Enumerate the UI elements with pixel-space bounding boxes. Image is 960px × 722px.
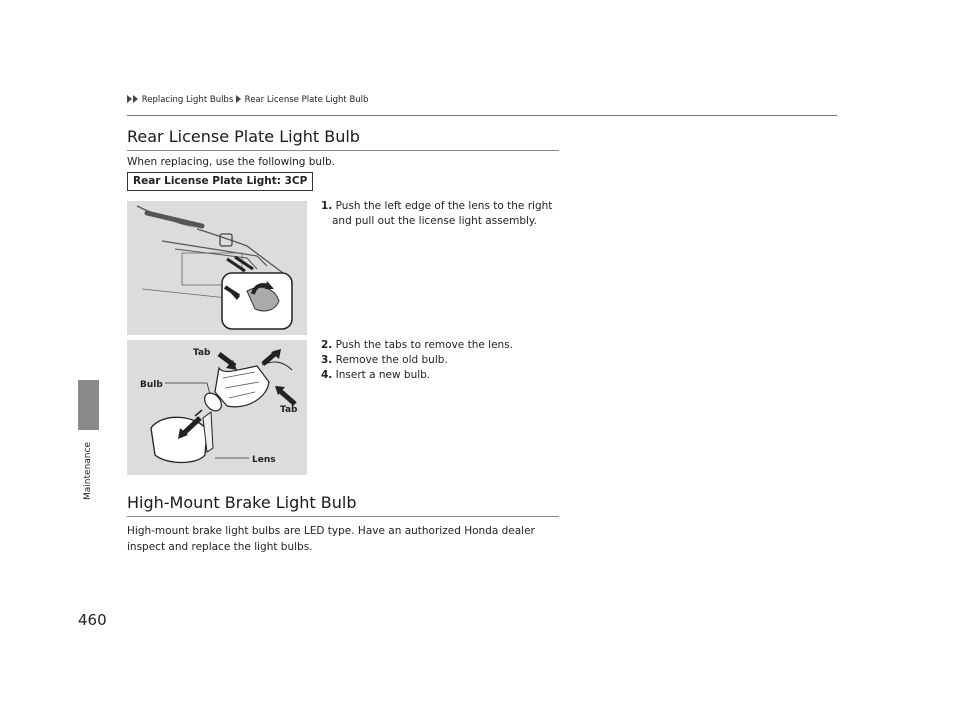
section-title: High-Mount Brake Light Bulb (127, 493, 357, 512)
step-3 (321, 353, 513, 368)
steps-2-4 (321, 338, 513, 383)
step-number: 3. (321, 354, 333, 366)
header-rule (127, 115, 837, 116)
breadcrumb (127, 95, 368, 105)
step-text: Insert a new bulb. (335, 369, 431, 381)
step-1 (321, 199, 561, 229)
breadcrumb-item[interactable]: Replacing Light Bulbs (141, 95, 234, 105)
breadcrumb-item[interactable]: Rear License Plate Light Bulb (244, 95, 369, 105)
step-number: 2. (321, 339, 333, 351)
step-text: Push the tabs to remove the lens. (335, 339, 513, 351)
bulb-spec-box: Rear License Plate Light: 3CP (127, 172, 313, 191)
step-2 (321, 338, 513, 353)
title-rule (127, 150, 559, 151)
step-text: Push the left edge of the lens to the right (335, 200, 553, 212)
step-number: 1. (321, 200, 333, 212)
arrow-icon (133, 95, 138, 103)
step-number: 4. (321, 369, 333, 381)
arrow-icon (236, 95, 241, 103)
title-rule (127, 516, 559, 517)
step-text: and pull out the license light assembly. (332, 215, 537, 227)
chapter-label: Maintenance (83, 442, 93, 500)
chapter-tab (78, 380, 99, 430)
tab-right-label: Tab (280, 405, 298, 415)
section-description: High-mount brake light bulbs are LED type. Have an authorized Honda dealer inspect and replace the light bulbs. (127, 525, 535, 553)
bulb-assembly-illustration (127, 340, 307, 475)
arrow-icon (127, 95, 132, 103)
license-light-illustration (127, 201, 307, 335)
step-4 (321, 368, 513, 383)
intro-text: When replacing, use the following bulb. (127, 156, 336, 168)
section-title: Rear License Plate Light Bulb (127, 127, 360, 146)
page-number: 460 (78, 611, 107, 629)
tab-top-label: Tab (193, 348, 211, 358)
bulb-label: Bulb (140, 380, 163, 390)
step-text: Remove the old bulb. (335, 354, 448, 366)
lens-label: Lens (252, 455, 276, 465)
